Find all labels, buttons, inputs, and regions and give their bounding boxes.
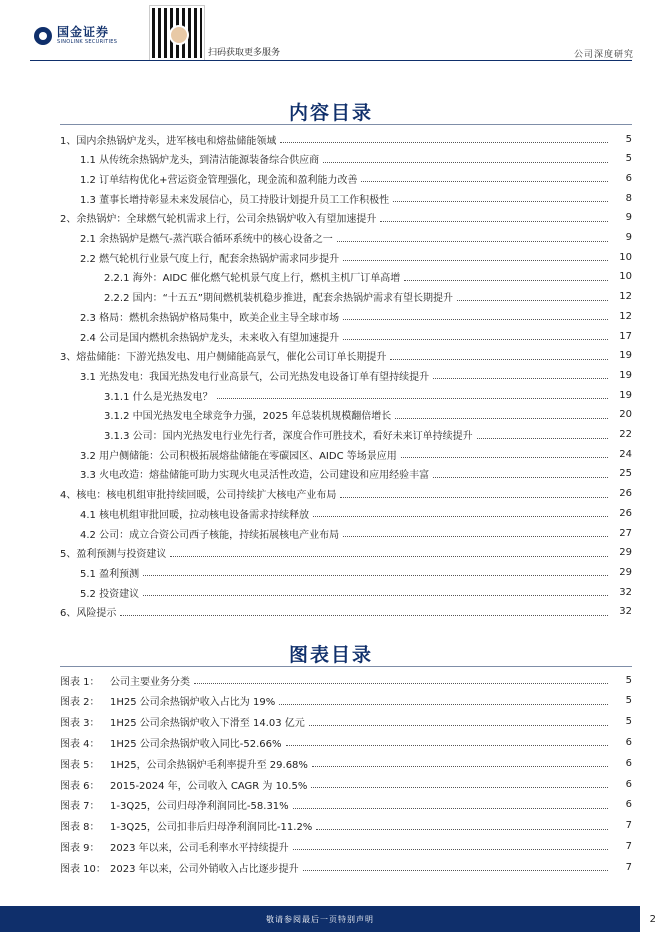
toc-entry[interactable] bbox=[60, 485, 632, 503]
toc-entry-page: 9 bbox=[625, 212, 632, 224]
toc-entry-title: 4.1 核电机组审批回暖，拉动核电设备需求持续释放 bbox=[80, 509, 310, 521]
qr-caption: 扫码获取更多服务 bbox=[208, 48, 281, 58]
toc-entry-title: 2.2.2 国内：“十五五”期间燃机装机稳步推进，配套余热锅炉需求有望长期提升 bbox=[104, 293, 453, 305]
figure-entry-label: 图表 3： bbox=[60, 718, 100, 730]
toc-entry[interactable] bbox=[60, 130, 632, 148]
dot-leader bbox=[390, 358, 608, 360]
dot-leader bbox=[286, 744, 608, 746]
toc-entry-page: 27 bbox=[619, 527, 632, 539]
toc-entry-page: 29 bbox=[619, 547, 632, 559]
toc-entry-title: 3.3 火电改造：熔盐储能可助力实现火电灵活性改造，公司建设和应用经验丰富 bbox=[80, 470, 430, 482]
toc-title: 内容目录 bbox=[288, 102, 373, 124]
toc-title-divider bbox=[60, 124, 632, 125]
dot-leader bbox=[143, 594, 608, 596]
figure-entry-page: 6 bbox=[625, 778, 632, 790]
dot-leader bbox=[280, 141, 608, 143]
toc-entry-page: 12 bbox=[619, 291, 632, 303]
figure-entry-label: 图表 2： bbox=[60, 697, 100, 709]
dot-leader bbox=[217, 397, 608, 399]
toc-entry-page: 19 bbox=[619, 350, 632, 362]
report-type: 公司深度研究 bbox=[573, 50, 634, 60]
toc-entry[interactable] bbox=[80, 189, 632, 207]
figure-entry[interactable] bbox=[60, 713, 632, 731]
dot-leader bbox=[340, 496, 608, 498]
toc-entry[interactable] bbox=[80, 169, 632, 187]
toc-entry[interactable] bbox=[104, 426, 632, 444]
figure-entry-label: 图表 5： bbox=[60, 759, 100, 771]
toc-entry[interactable] bbox=[60, 544, 632, 562]
figure-entry[interactable] bbox=[60, 858, 632, 876]
toc-entry-title: 3.1.2 中国光热发电全球竞争力强，2025 年总装机规模翻倍增长 bbox=[104, 411, 392, 423]
figure-entry-title: 1H25 公司余热锅炉收入占比为 19% bbox=[110, 697, 276, 709]
toc-entry[interactable] bbox=[80, 445, 632, 463]
dot-leader bbox=[343, 535, 608, 537]
toc-entry-title: 3.1.3 公司：国内光热发电行业先行者，深度合作可胜技术，看好未来订单持续提升 bbox=[104, 431, 473, 442]
toc-entry[interactable] bbox=[80, 150, 632, 168]
toc-entry-title: 3、熔盐储能：下游光热发电、用户侧储能高景气，催化公司订单长期提升 bbox=[60, 352, 387, 364]
toc-entry[interactable] bbox=[80, 465, 632, 483]
dot-leader bbox=[120, 614, 608, 616]
toc-entry-title: 3.2 用户侧储能：公司积极拓展熔盐储能在零碳园区、AIDC 等场景应用 bbox=[80, 450, 397, 462]
figure-entry[interactable] bbox=[60, 796, 632, 814]
toc-entry-title: 2.4 公司是国内燃机余热锅炉龙头，未来收入有望加速提升 bbox=[80, 332, 340, 344]
toc-entry-title: 3.1.1 什么是光热发电？ bbox=[104, 391, 213, 403]
toc-entry-page: 5 bbox=[625, 153, 632, 165]
figure-entry-page: 7 bbox=[625, 820, 632, 832]
figure-entry-title: 1H25 公司余热锅炉收入下滑至 14.03 亿元 bbox=[110, 718, 305, 730]
toc-entry-title: 5、盈利预测与投资建议 bbox=[60, 549, 167, 561]
toc-entry[interactable] bbox=[80, 366, 632, 384]
toc-entry-page: 10 bbox=[619, 271, 632, 283]
page-header bbox=[0, 0, 662, 62]
toc-entry-page: 10 bbox=[619, 251, 632, 263]
toc-entry-page: 29 bbox=[619, 566, 632, 578]
figure-entry-label: 图表 9： bbox=[60, 842, 100, 854]
toc-entry-page: 5 bbox=[625, 133, 632, 145]
toc-entry[interactable] bbox=[80, 327, 632, 345]
dot-leader bbox=[337, 240, 608, 242]
toc-entry[interactable] bbox=[80, 504, 632, 522]
figure-entry-title: 2023 年以来，公司毛利率水平持续提升 bbox=[110, 842, 289, 854]
page-number: 2 bbox=[649, 914, 656, 925]
dot-leader bbox=[433, 476, 608, 478]
figure-entry[interactable] bbox=[60, 754, 632, 772]
toc-entry-title: 2.2.1 海外：AIDC 催化燃气轮机景气度上行，燃机主机厂订单高增 bbox=[104, 273, 401, 285]
toc-entry[interactable] bbox=[104, 268, 632, 286]
toc-entry[interactable] bbox=[60, 209, 632, 227]
dot-leader bbox=[312, 765, 608, 767]
toc-entry-page: 17 bbox=[619, 330, 632, 342]
dot-leader bbox=[395, 417, 608, 419]
figure-entry-title: 1H25，公司余热锅炉毛利率提升至 29.68% bbox=[110, 759, 308, 771]
dot-leader bbox=[194, 682, 608, 684]
figure-entry-page: 6 bbox=[625, 799, 632, 811]
toc-entry-title: 4、核电：核电机组审批持续回暖，公司持续扩大核电产业布局 bbox=[60, 490, 337, 502]
dot-leader bbox=[293, 848, 608, 850]
dot-leader bbox=[323, 161, 608, 163]
toc-entry-page: 32 bbox=[619, 606, 632, 618]
dot-leader bbox=[361, 180, 608, 182]
figure-entry-label: 图表 8： bbox=[60, 822, 100, 834]
figure-entry-page: 5 bbox=[625, 674, 632, 686]
figure-entry-title: 2015-2024 年，公司收入 CAGR 为 10.5% bbox=[110, 780, 308, 792]
toc-entry-page: 22 bbox=[619, 429, 632, 440]
toc-entry[interactable] bbox=[80, 307, 632, 325]
header-divider bbox=[30, 60, 632, 61]
logo-name-en: SINOLINK SECURITIES bbox=[57, 39, 118, 45]
toc-entry-title: 1、国内余热锅炉龙头，进军核电和熔盐储能领域 bbox=[60, 135, 277, 147]
toc-entry[interactable] bbox=[60, 347, 632, 365]
dot-leader bbox=[393, 200, 608, 202]
dot-leader bbox=[433, 377, 608, 379]
logo-name-cn: 国金证券 bbox=[57, 25, 110, 39]
toc-entry[interactable] bbox=[80, 248, 632, 266]
dot-leader bbox=[316, 828, 608, 830]
dot-leader bbox=[380, 220, 608, 222]
toc-entry-page: 6 bbox=[625, 172, 632, 184]
figure-entry-title: 1-3Q25，公司扣非后归母净利润同比-11.2% bbox=[110, 822, 313, 834]
figure-entry[interactable] bbox=[60, 671, 632, 689]
figure-entry-title: 1-3Q25，公司归母净利润同比-58.31% bbox=[110, 801, 289, 813]
toc-entry-title: 1.2 订单结构优化+营运资金管理强化，现金流和盈利能力改善 bbox=[80, 174, 358, 186]
toc-entry-page: 19 bbox=[619, 369, 632, 381]
figure-entry[interactable] bbox=[60, 775, 632, 793]
figure-entry-page: 6 bbox=[625, 736, 632, 748]
toc-entry-page: 9 bbox=[625, 232, 632, 243]
figure-entry[interactable] bbox=[60, 733, 632, 751]
toc-entry-page: 25 bbox=[619, 468, 632, 480]
dot-leader bbox=[313, 515, 608, 517]
figures-title: 图表目录 bbox=[288, 644, 373, 666]
figures-title-divider bbox=[60, 666, 632, 667]
toc-entry-page: 12 bbox=[619, 310, 632, 322]
dot-leader bbox=[401, 456, 608, 458]
dot-leader bbox=[404, 279, 608, 281]
figure-entry-label: 图表 10： bbox=[60, 863, 106, 875]
toc-entry-title: 3.1 光热发电：我国光热发电行业高景气，公司光热发电设备订单有望持续提升 bbox=[80, 371, 430, 383]
toc-entry-page: 20 bbox=[619, 409, 632, 421]
dot-leader bbox=[293, 807, 608, 809]
toc-entry-title: 2.2 燃气轮机行业景气度上行，配套余热锅炉需求同步提升 bbox=[80, 253, 340, 265]
toc-entry[interactable] bbox=[104, 288, 632, 306]
toc-entry[interactable] bbox=[80, 524, 632, 542]
figure-entry[interactable] bbox=[60, 692, 632, 710]
page-footer bbox=[0, 906, 662, 936]
figure-entry[interactable] bbox=[60, 837, 632, 855]
toc-entry-title: 4.2 公司：成立合资公司西子核能，持续拓展核电产业布局 bbox=[80, 529, 340, 541]
dot-leader bbox=[343, 338, 608, 340]
dot-leader bbox=[311, 786, 608, 788]
figure-entry-label: 图表 1： bbox=[60, 676, 100, 688]
qr-center-logo-icon bbox=[169, 25, 189, 45]
toc-entry-page: 32 bbox=[619, 586, 632, 598]
figure-entry-page: 6 bbox=[625, 757, 632, 769]
company-logo bbox=[34, 26, 117, 46]
toc-entry[interactable] bbox=[60, 603, 632, 621]
dot-leader bbox=[343, 318, 608, 320]
toc-entry-title: 2.1 余热锅炉是燃气-蒸汽联合循环系统中的核心设备之一 bbox=[80, 234, 333, 245]
dot-leader bbox=[309, 724, 608, 726]
toc-entry-title: 2、余热锅炉：全球燃气轮机需求上行，公司余热锅炉收入有望加速提升 bbox=[60, 214, 377, 226]
toc-entry-page: 8 bbox=[625, 192, 632, 204]
figure-entry[interactable] bbox=[60, 817, 632, 835]
figure-entry-title: 2023 年以来，公司外销收入占比逐步提升 bbox=[110, 863, 299, 875]
footer-disclaimer: 敬请参阅最后一页特别声明 bbox=[266, 915, 374, 924]
toc-entry[interactable] bbox=[80, 583, 632, 601]
qr-code-icon[interactable] bbox=[150, 6, 204, 60]
figure-entry-page: 5 bbox=[625, 716, 632, 728]
figure-entry-title: 公司主要业务分类 bbox=[110, 676, 190, 688]
dot-leader bbox=[303, 869, 608, 871]
dot-leader bbox=[170, 555, 608, 557]
dot-leader bbox=[343, 259, 608, 261]
dot-leader bbox=[279, 703, 608, 705]
figure-entry-page: 5 bbox=[625, 695, 632, 707]
toc-entry-page: 19 bbox=[619, 389, 632, 401]
dot-leader bbox=[477, 437, 608, 439]
dot-leader bbox=[143, 574, 608, 576]
figure-entry-label: 图表 4： bbox=[60, 738, 100, 750]
figure-entry-label: 图表 6： bbox=[60, 780, 100, 792]
toc-entry-title: 5.1 盈利预测 bbox=[80, 568, 140, 580]
toc-entry-title: 1.3 董事长增持彰显未来发展信心，员工持股计划提升员工工作积极性 bbox=[80, 194, 390, 206]
toc-entry[interactable] bbox=[80, 563, 632, 581]
toc-entry[interactable] bbox=[104, 386, 632, 404]
toc-entry-page: 26 bbox=[619, 507, 632, 519]
figure-entry-label: 图表 7： bbox=[60, 801, 100, 813]
toc-entry[interactable] bbox=[80, 229, 632, 247]
figure-entry-page: 7 bbox=[625, 861, 632, 873]
toc-entry-page: 26 bbox=[619, 488, 632, 500]
toc-entry-title: 6、风险提示 bbox=[60, 608, 117, 620]
toc-entry-title: 2.3 格局：燃机余热锅炉格局集中，欧美企业主导全球市场 bbox=[80, 312, 340, 324]
figure-entry-page: 7 bbox=[625, 840, 632, 852]
figure-entry-title: 1H25 公司余热锅炉收入同比-52.66% bbox=[110, 738, 282, 750]
toc-entry-title: 1.1 从传统余热锅炉龙头，到清洁能源装备综合供应商 bbox=[80, 155, 320, 167]
toc-entry-page: 24 bbox=[619, 448, 632, 460]
toc-entry-title: 5.2 投资建议 bbox=[80, 588, 140, 600]
toc-entry[interactable] bbox=[104, 406, 632, 424]
logo-icon bbox=[34, 27, 52, 45]
dot-leader bbox=[457, 299, 608, 301]
